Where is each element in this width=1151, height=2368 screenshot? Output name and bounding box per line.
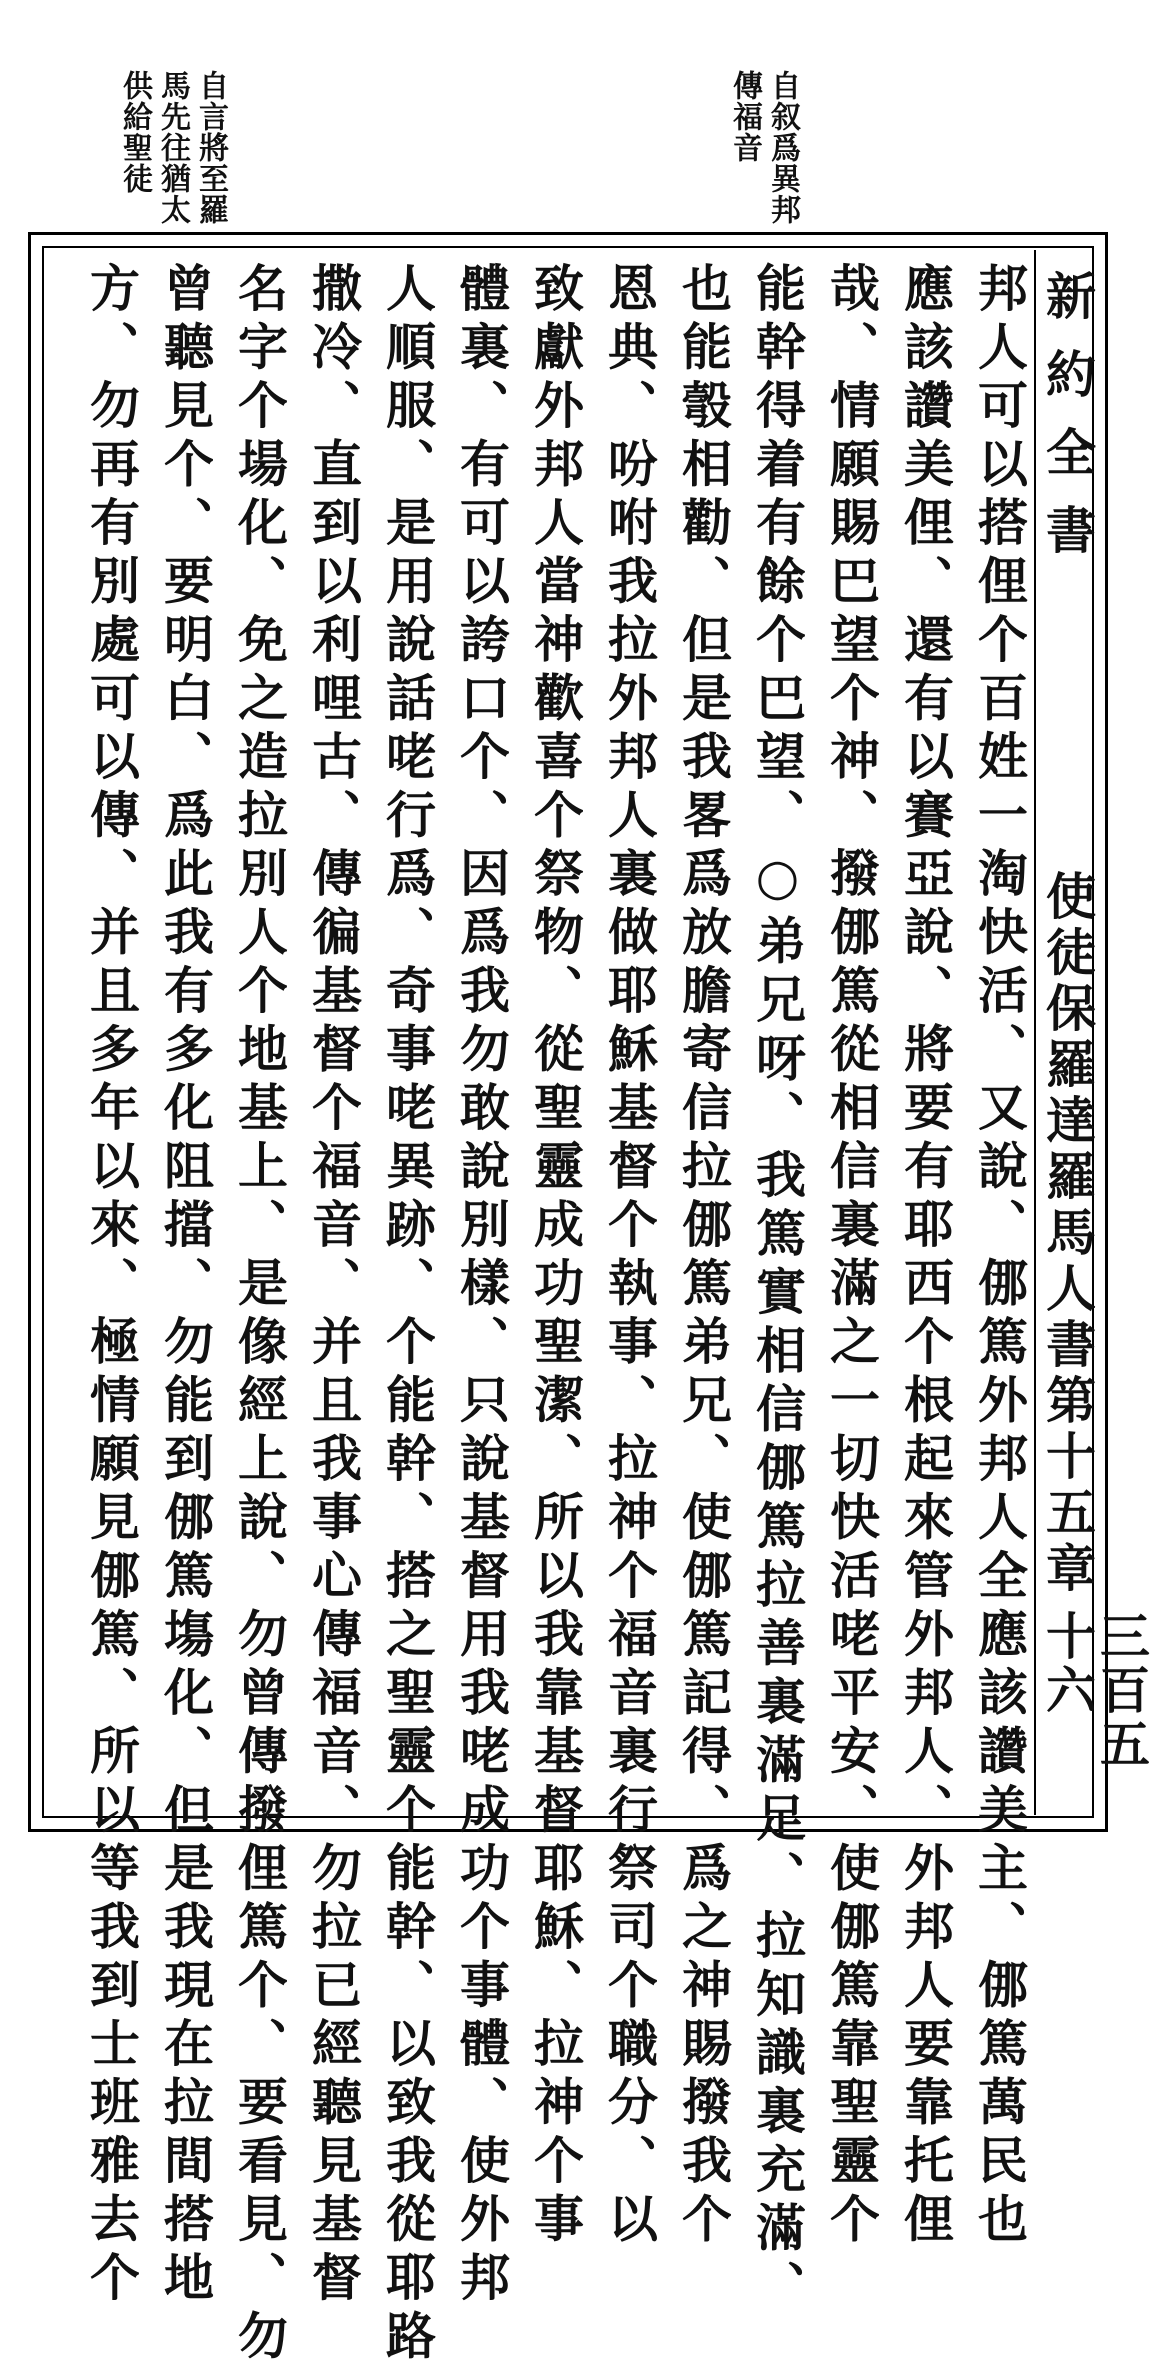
margin-note-right: 自叙爲異邦傳福音 xyxy=(727,70,800,225)
running-header xyxy=(1034,250,1151,1815)
text-column: 名字个場化、免之造拉別人个地基上、是像經上說、勿曾傳撥俚篤个、要看見、勿 xyxy=(230,262,289,2368)
body-text xyxy=(62,262,1034,2368)
text-column: 致獻外邦人當神歡喜个祭物、從聖靈成功聖潔、所以我靠基督耶穌、拉神个事 xyxy=(526,262,585,2251)
text-column: 撒冷、直到以利哩古、傳徧基督个福音、并且我事心傳福音、勿拉已經聽見基督 xyxy=(304,262,363,2310)
text-column: 方、勿再有別處可以傳、并且多年以來、極情願見㑚篤、所以等我到士班雅去个 xyxy=(82,262,141,2310)
text-column: 邦人可以搭俚个百姓一淘快活、又說、㑚篤外邦人全應該讚美主、㑚篤萬民也 xyxy=(970,262,1029,2251)
chapter-title: 使徒保羅達羅馬人書第十五章 xyxy=(1038,870,1097,1598)
text-column: 人順服、是用說話咾行爲、奇事咾異跡、个能幹、搭之聖靈个能幹、以致我從耶路 xyxy=(378,262,437,2368)
text-column: 曾聽見个、要明白、爲此我有多化阻擋、勿能到㑚篤塲化、但是我現在拉間搭地 xyxy=(156,262,215,2310)
text-column: 恩典、吩咐我拉外邦人裏做耶穌基督个執事、拉神个福音裏行祭司个職分、以 xyxy=(600,262,659,2251)
text-column: 也能彀相勸、但是我畧爲放膽寄信拉㑚篤弟兄、使㑚篤記得、爲之神賜撥我个 xyxy=(674,262,733,2251)
text-column: 能幹得着有餘个巴望、○弟兄呀、我篤實相信㑚篤拉善裏滿足、拉知識裏充滿、 xyxy=(748,262,807,2319)
page-number: 三百五十六 xyxy=(1038,1610,1151,1772)
text-column: 體裏、有可以誇口个、因爲我勿敢說別樣、只說基督用我咾成功个事體、使外邦 xyxy=(452,262,511,2310)
margin-note-left: 自言將至羅馬先往猶太供給聖徒 xyxy=(117,70,228,225)
text-column: 應該讚美俚、還有以賽亞說、將要有耶西个根起來管外邦人、外邦人要靠托俚 xyxy=(896,262,955,2251)
text-column: 哉、情願賜巴望个神、撥㑚篤從相信裏滿之一切快活咾平安、使㑚篤靠聖靈个 xyxy=(822,262,881,2251)
book-title: 新約全書 xyxy=(1038,270,1097,582)
